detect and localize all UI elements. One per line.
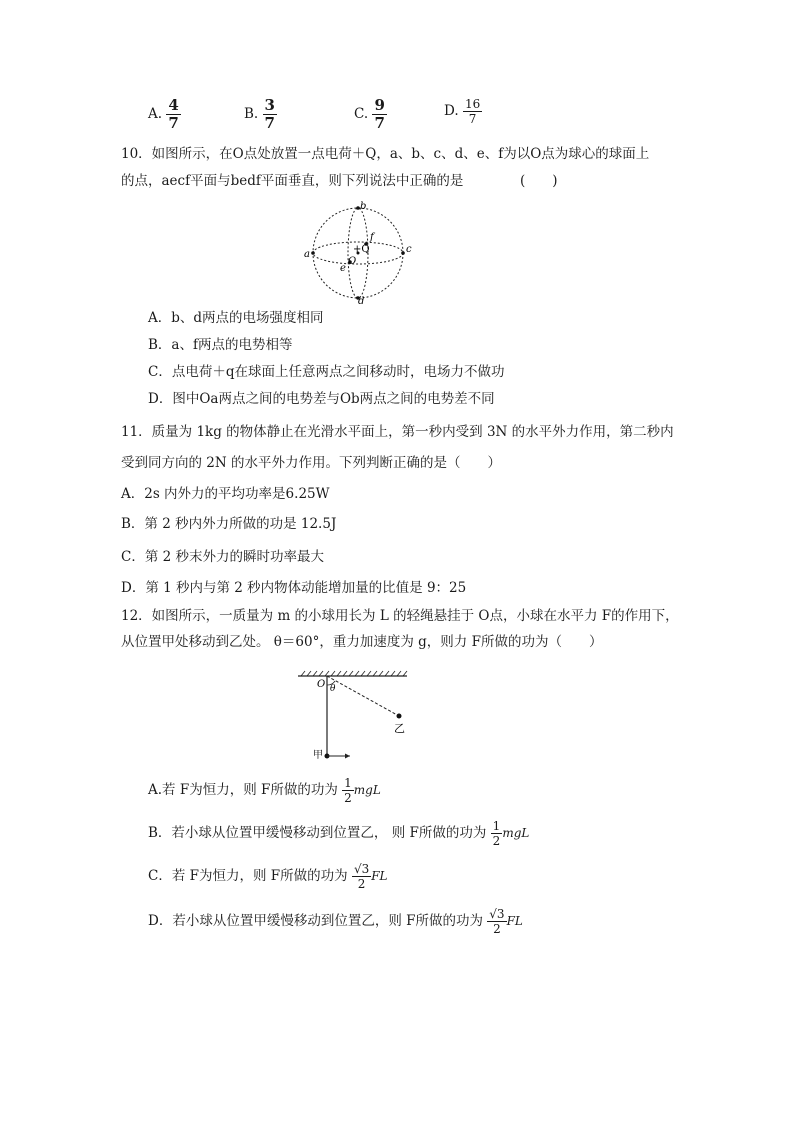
fraction: $\frac{√3}{2}$: [489, 907, 505, 936]
q9-option-b[interactable]: B. $\frac{3}{7}$: [244, 96, 275, 132]
q12-pendulum-figure: [295, 670, 415, 765]
q11-option-b[interactable]: B．第 2 秒内外力所做的功是 12.5J: [121, 516, 337, 532]
q9-option-a[interactable]: A. $\frac{4}{7}$: [148, 96, 179, 132]
q11-option-c[interactable]: C．第 2 秒末外力的瞬时功率最大: [121, 549, 325, 565]
label-a: a: [304, 249, 310, 260]
q9-option-c[interactable]: C. $\frac{9}{7}$: [354, 96, 385, 132]
q9-option-d[interactable]: D. $\frac{16}{7}$: [444, 97, 481, 126]
ball-yi: [397, 714, 402, 719]
label-theta: θ: [330, 684, 336, 694]
fraction: $\frac{9}{7}$: [374, 96, 385, 132]
label-jia: 甲: [313, 750, 323, 761]
q12-stem-line2: 从位置甲处移动到乙处。 θ＝60°，重力加速度为 g，则力 F所做的功为（ ）: [121, 634, 603, 650]
rope-dashed: [327, 676, 399, 716]
label-f: f: [370, 232, 374, 243]
fraction: $\frac{16}{7}$: [464, 97, 481, 126]
q10-sphere-figure: [300, 200, 420, 306]
label-b: b: [360, 201, 367, 212]
label-o: O: [317, 679, 326, 690]
q10-option-c[interactable]: C．点电荷＋q在球面上任意两点之间移动时，电场力不做功: [148, 364, 505, 380]
q12-option-d[interactable]: D．若小球从位置甲缓慢移动到位置乙，则 F所做的功为 $\frac{√3}{2}$ FL: [148, 907, 523, 936]
point-c: [401, 251, 405, 255]
label-d: d: [358, 296, 365, 306]
q10-option-d[interactable]: D．图中Oa两点之间的电势差与Ob两点之间的电势差不同: [148, 391, 495, 407]
label-o: O: [348, 256, 357, 267]
q10-option-a[interactable]: A．b、d两点的电场强度相同: [148, 310, 324, 326]
label-yi: 乙: [394, 722, 405, 735]
q11-option-a[interactable]: A．2s 内外力的平均功率是6.25W: [121, 486, 330, 502]
fraction: $\frac{1}{2}$: [492, 819, 501, 848]
ceiling-hatching: [301, 671, 407, 676]
q10-stem-line2: 的点，aecf平面与bedf平面垂直，则下列说法中正确的是: [121, 173, 464, 189]
fraction: $\frac{4}{7}$: [168, 96, 179, 132]
fraction: $\frac{3}{7}$: [264, 96, 275, 132]
label-e: e: [340, 263, 346, 274]
q10-answer-bracket: ( ): [520, 173, 558, 189]
q11-option-d[interactable]: D．第 1 秒内与第 2 秒内物体动能增加量的比值是 9：25: [121, 580, 467, 596]
label-q: +Q: [353, 244, 370, 255]
force-arrowhead: [345, 754, 350, 759]
fraction: $\frac{√3}{2}$: [353, 862, 370, 891]
q10-option-b[interactable]: B．a、f两点的电势相等: [148, 337, 293, 353]
fraction: $\frac{1}{2}$: [344, 776, 352, 805]
q12-option-b[interactable]: B．若小球从位置甲缓慢移动到位置乙， 则 F所做的功为 $\frac{1}{2}$ mgL: [148, 819, 530, 848]
q12-option-c[interactable]: C．若 F为恒力，则 F所做的功为 $\frac{√3}{2}$ FL: [148, 862, 388, 891]
q12-option-a[interactable]: A.若 F为恒力，则 F所做的功为 $\frac{1}{2}$ mgL: [148, 776, 381, 805]
label-c: c: [406, 244, 412, 255]
q11-stem-line2: 受到同方向的 2N 的水平外力作用。下列判断正确的是（ ）: [121, 455, 501, 471]
q10-stem-line1: 10．如图所示，在O点处放置一点电荷＋Q，a、b、c、d、e、f为以O点为球心的球面上: [121, 146, 650, 162]
q11-stem-line1: 11．质量为 1kg 的物体静止在光滑水平面上，第一秒内受到 3N 的水平外力作用，第二秒内: [121, 424, 674, 440]
point-a: [311, 251, 315, 255]
q12-stem-line1: 12．如图所示，一质量为 m 的小球用长为 L 的轻绳悬挂于 O点，小球在水平力 F的作用下，: [121, 608, 679, 624]
